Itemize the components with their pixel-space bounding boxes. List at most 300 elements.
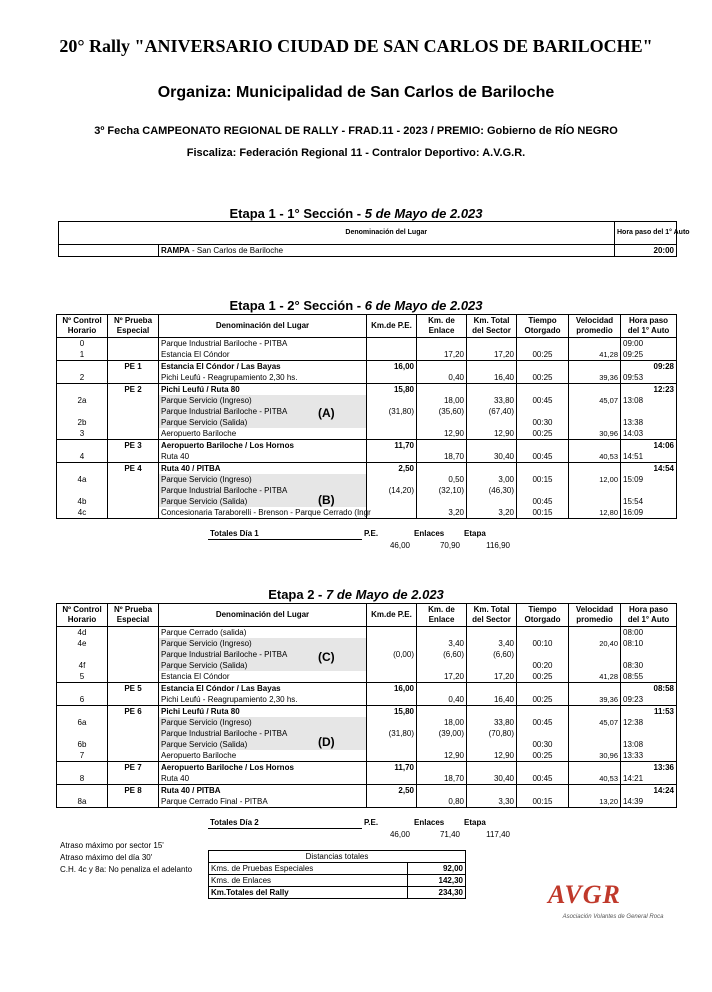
stage2-cell-control [57, 706, 108, 718]
col-header-time: Hora paso del 1° Auto [615, 222, 677, 245]
marker-c: (C) [318, 650, 335, 664]
stage1-sec2-cell-stage [108, 485, 159, 496]
stage1-sec2-cell-speed [569, 496, 621, 507]
stage1-sec2-row [57, 440, 677, 452]
stage2-row [57, 627, 677, 639]
stage1-sec2-cell-place: Pichi Leufú / Ruta 80 [159, 384, 367, 396]
stage2-cell-km-link [417, 785, 467, 797]
stage2-cell-km-total [467, 785, 517, 797]
stage2-cell-first-car: 13:33 [621, 750, 677, 762]
marker-b: (B) [318, 493, 335, 507]
stage1-sec2-cell-km-total [467, 338, 517, 350]
stage1-sec2-cell-km-pe: 11,70 [367, 440, 417, 452]
stage2-cell-first-car: 13:08 [621, 739, 677, 750]
totals-day-2-pe-label: P.E. [364, 818, 379, 828]
stage2-cell-km-total: 12,90 [467, 750, 517, 762]
stage2-cell-time: 00:45 [517, 717, 569, 728]
stage1-sec2-cell-control: 2a [57, 395, 108, 406]
stage1-sec2-cell-first-car: 14:06 [621, 440, 677, 452]
stage1-sec2-cell-km-link [417, 496, 467, 507]
stage1-sec2-cell-km-link [417, 338, 467, 350]
stage2-row [57, 706, 677, 718]
stage1-sec2-cell-stage [108, 474, 159, 485]
stage1-sec2-cell-km-link: 17,20 [417, 349, 467, 361]
stage1-sec2-cell-place: Parque Servicio (Salida) [159, 496, 367, 507]
stage1-sec2-cell-control: 4c [57, 507, 108, 519]
stage1-sec2-cell-place: Concesionaria Taraborelli - Brenson - Parque Cerrado (Ingr [159, 507, 367, 519]
stage2-row [57, 649, 677, 660]
stage1-sec2-cell-stage [108, 395, 159, 406]
stage1-sec2-cell-stage [108, 507, 159, 519]
stage1-sec2-cell-stage [108, 428, 159, 440]
stage1-sec2-cell-time: 00:25 [517, 349, 569, 361]
stage1-sec2-cell-km-pe [367, 474, 417, 485]
stage1-sec2-cell-place: Ruta 40 [159, 451, 367, 463]
stage2-cell-control [57, 728, 108, 739]
stage2-cell-speed: 20,40 [569, 638, 621, 649]
stage2-cell-stage [108, 671, 159, 683]
stage1-sec2-cell-km-pe [367, 428, 417, 440]
stage2-cell-place: Ruta 40 / PITBA [159, 785, 367, 797]
col-header-stage: Nº Prueba Especial [108, 604, 159, 627]
stage1-sec2-cell-km-total: 17,20 [467, 349, 517, 361]
stage1-sec2-cell-km-pe: (31,80) [367, 406, 417, 417]
stage1-sec2-cell-stage [108, 338, 159, 350]
stage2-cell-stage [108, 638, 159, 649]
stage2-cell-time [517, 762, 569, 774]
stage1-sec2-cell-speed [569, 463, 621, 475]
stage1-sec2-cell-km-link: 0,50 [417, 474, 467, 485]
stage2-row [57, 785, 677, 797]
stage1-sec2-cell-time [517, 338, 569, 350]
stage1-sec2-cell-first-car: 14:54 [621, 463, 677, 475]
stage1-sec2-cell-speed: 12,80 [569, 507, 621, 519]
stage2-cell-km-pe [367, 796, 417, 808]
totals-day-1-stage: 116,90 [486, 540, 510, 550]
stage2-cell-km-pe [367, 638, 417, 649]
stage1-sec2-row [57, 406, 677, 417]
note-max-delay-sector: Atraso máximo por sector 15' [60, 841, 164, 850]
stage2-cell-stage: PE 6 [108, 706, 159, 718]
col-header-km-link: Km. de Enlace [417, 604, 467, 627]
stage2-cell-control: 7 [57, 750, 108, 762]
stage1-sec2-cell-first-car: 12:23 [621, 384, 677, 396]
stage2-cell-speed [569, 728, 621, 739]
stage2-cell-speed [569, 627, 621, 639]
stage1-sec2-cell-km-pe [367, 507, 417, 519]
stage1-sec2-cell-place: Parque Industrial Bariloche - PITBA [159, 338, 367, 350]
stage1-sec2-cell-place: Parque Servicio (Ingreso) [159, 395, 367, 406]
stage2-cell-stage [108, 739, 159, 750]
stage1-sec2-cell-km-total: 3,00 [467, 474, 517, 485]
totals-day-1-pe-label: P.E. [364, 529, 379, 539]
stage2-cell-stage: PE 8 [108, 785, 159, 797]
stage2-cell-place: Parque Servicio (Salida) [159, 660, 367, 671]
stage2-cell-first-car: 14:21 [621, 773, 677, 785]
stage2-cell-km-total [467, 683, 517, 695]
section-1-title-prefix: Etapa 1 - 1° Sección - [229, 206, 365, 221]
stage1-sec2-cell-first-car: 09:00 [621, 338, 677, 350]
stage2-cell-control [57, 649, 108, 660]
col-header-first-car: Hora paso del 1° Auto [621, 315, 677, 338]
stage2-cell-km-link: (39,00) [417, 728, 467, 739]
stage1-sec2-cell-stage: PE 2 [108, 384, 159, 396]
stage2-cell-km-pe: 16,00 [367, 683, 417, 695]
supervisor-line: Fiscaliza: Federación Regional 11 - Contralor Deportivo: A.V.G.R. [186, 147, 526, 159]
stage2-cell-km-pe: (31,80) [367, 728, 417, 739]
stage2-cell-km-total [467, 660, 517, 671]
stage1-sec2-cell-km-total [467, 361, 517, 373]
stage2-cell-first-car: 08:58 [621, 683, 677, 695]
section-2-title-prefix: Etapa 1 - 2° Sección - [229, 298, 365, 313]
stage2-cell-place: Parque Cerrado (salida) [159, 627, 367, 639]
stage2-cell-first-car: 11:53 [621, 706, 677, 718]
stage1-sec2-cell-control: 2b [57, 417, 108, 428]
col-header-control: Nº Control Horario [57, 604, 108, 627]
stage2-cell-km-total: 16,40 [467, 694, 517, 706]
stage1-sec2-cell-km-total [467, 496, 517, 507]
stage2-cell-km-pe: 11,70 [367, 762, 417, 774]
stage2-row [57, 717, 677, 728]
stage2-cell-control [57, 683, 108, 695]
stage2-cell-control: 4e [57, 638, 108, 649]
stage2-cell-stage [108, 649, 159, 660]
stage1-sec2-cell-place: Estancia El Cóndor / Las Bayas [159, 361, 367, 373]
stage2-cell-speed: 13,20 [569, 796, 621, 808]
stage2-cell-km-pe [367, 694, 417, 706]
stage2-cell-first-car: 08:55 [621, 671, 677, 683]
stage1-sec2-cell-km-link [417, 440, 467, 452]
stage1-sec2-cell-control: 4 [57, 451, 108, 463]
stage1-sec2-cell-first-car: 09:25 [621, 349, 677, 361]
stage1-sec2-cell-place: Aeropuerto Bariloche [159, 428, 367, 440]
totals-day-1-pe: 46,00 [389, 540, 410, 550]
stage1-sec2-cell-place: Parque Industrial Bariloche - PITBA [159, 406, 367, 417]
stage1-sec2-cell-time: 00:45 [517, 451, 569, 463]
stage1-sec2-cell-km-pe [367, 338, 417, 350]
stage1-sec2-cell-km-pe: (14,20) [367, 485, 417, 496]
rampa-place [159, 245, 615, 257]
stage1-sec2-cell-km-pe: 2,50 [367, 463, 417, 475]
stage2-cell-km-link [417, 627, 467, 639]
stage2-cell-time [517, 649, 569, 660]
stage1-sec2-cell-km-link: 12,90 [417, 428, 467, 440]
totals-day-2-label: Totales Día 2 [210, 818, 259, 827]
stage1-sec2-cell-time: 00:15 [517, 474, 569, 485]
stage2-row [57, 739, 677, 750]
document-title: 20° Rally "ANIVERSARIO CIUDAD DE SAN CARLOS DE BARILOCHE" [59, 36, 653, 56]
stage1-sec2-cell-stage [108, 451, 159, 463]
stage2-cell-km-pe: 15,80 [367, 706, 417, 718]
stage2-cell-place: Aeropuerto Bariloche [159, 750, 367, 762]
stage2-cell-km-pe [367, 773, 417, 785]
stage2-cell-stage [108, 660, 159, 671]
totals-day-1-link-label: Enlaces [414, 529, 445, 539]
stage2-cell-km-link [417, 660, 467, 671]
stage1-sec2-cell-speed [569, 406, 621, 417]
stage2-cell-time: 00:15 [517, 796, 569, 808]
stage1-sec2-cell-first-car: 09:28 [621, 361, 677, 373]
stage2-cell-first-car: 08:00 [621, 627, 677, 639]
stage1-sec2-cell-first-car: 15:09 [621, 474, 677, 485]
stage2-cell-speed [569, 762, 621, 774]
stage1-sec2-cell-km-link: 18,00 [417, 395, 467, 406]
stage1-sec2-cell-km-link [417, 361, 467, 373]
stage2-cell-km-total [467, 739, 517, 750]
stage2-cell-time: 00:25 [517, 671, 569, 683]
stage2-cell-place: Pichi Leufú / Ruta 80 [159, 706, 367, 718]
stage1-sec2-cell-speed [569, 440, 621, 452]
stage1-sec2-cell-km-total: 3,20 [467, 507, 517, 519]
section-2-totals [208, 528, 512, 551]
stage1-sec2-cell-speed [569, 361, 621, 373]
stage1-sec2-cell-stage [108, 417, 159, 428]
section-3-table [56, 603, 677, 808]
stage1-sec2-cell-km-pe [367, 372, 417, 384]
stage2-cell-time [517, 683, 569, 695]
totals-day-2-pe: 46,00 [389, 829, 410, 839]
stage1-sec2-cell-km-link [417, 463, 467, 475]
section-1-date: 5 de Mayo de 2.023 [364, 206, 483, 221]
col-header-place: Denominación del Lugar [159, 222, 615, 245]
stage1-sec2-cell-stage: PE 4 [108, 463, 159, 475]
stage2-cell-km-total: 3,40 [467, 638, 517, 649]
stage1-sec2-row [57, 496, 677, 507]
stage2-cell-control: 6a [57, 717, 108, 728]
stage1-sec2-cell-first-car: 16:09 [621, 507, 677, 519]
stage2-row [57, 796, 677, 808]
stage2-cell-km-link: 0,40 [417, 694, 467, 706]
stage1-sec2-cell-control [57, 361, 108, 373]
stage1-sec2-cell-km-total: (67,40) [467, 406, 517, 417]
stage1-sec2-cell-control: 0 [57, 338, 108, 350]
stage1-sec2-row [57, 372, 677, 384]
rampa-location: - San Carlos de Bariloche [189, 246, 284, 255]
stage2-cell-control [57, 785, 108, 797]
stage1-sec2-cell-first-car: 13:38 [621, 417, 677, 428]
stage2-cell-km-link: 18,00 [417, 717, 467, 728]
stage2-cell-km-pe [367, 739, 417, 750]
stage2-cell-place: Parque Cerrado Final - PITBA [159, 796, 367, 808]
stage2-row [57, 671, 677, 683]
stage2-cell-place: Parque Servicio (Ingreso) [159, 717, 367, 728]
stage1-sec2-cell-place: Parque Servicio (Ingreso) [159, 474, 367, 485]
stage2-row [57, 683, 677, 695]
stage1-sec2-cell-km-link: (32,10) [417, 485, 467, 496]
section-2-title [0, 298, 712, 313]
stage2-cell-km-pe [367, 627, 417, 639]
col-header-km-total: Km. Total del Sector [467, 315, 517, 338]
distances-link-label: Kms. de Enlaces [209, 875, 408, 887]
stage2-cell-place: Parque Servicio (Salida) [159, 739, 367, 750]
stage1-sec2-cell-control [57, 463, 108, 475]
stage1-sec2-cell-km-total: 12,90 [467, 428, 517, 440]
stage1-sec2-cell-time: 00:30 [517, 417, 569, 428]
stage2-cell-speed [569, 739, 621, 750]
stage2-row [57, 638, 677, 649]
stage1-sec2-row [57, 338, 677, 350]
stage1-sec2-cell-km-link: 3,20 [417, 507, 467, 519]
stage1-sec2-cell-stage [108, 349, 159, 361]
stage2-cell-km-total: 17,20 [467, 671, 517, 683]
stage1-sec2-cell-km-pe [367, 417, 417, 428]
stage2-cell-time: 00:20 [517, 660, 569, 671]
stage2-cell-time [517, 728, 569, 739]
stage2-cell-place: Ruta 40 [159, 773, 367, 785]
stage2-cell-km-link [417, 762, 467, 774]
stage2-row [57, 694, 677, 706]
stage1-sec2-cell-km-total: 33,80 [467, 395, 517, 406]
stage2-cell-km-link: 18,70 [417, 773, 467, 785]
stage2-cell-control: 5 [57, 671, 108, 683]
col-header-first-car: Hora paso del 1° Auto [621, 604, 677, 627]
col-header-speed: Velocidad promedio [569, 604, 621, 627]
stage1-sec2-cell-place: Estancia El Cóndor [159, 349, 367, 361]
totals-day-1-stage-label: Etapa [464, 529, 486, 539]
stage1-sec2-cell-stage [108, 406, 159, 417]
stage2-cell-time: 00:25 [517, 750, 569, 762]
stage1-sec2-cell-control [57, 384, 108, 396]
stage1-sec2-cell-first-car [621, 485, 677, 496]
avgr-logo-mark: AVGR [548, 880, 621, 909]
section-3-title [0, 587, 712, 602]
stage2-cell-km-link [417, 683, 467, 695]
stage2-cell-km-total: 30,40 [467, 773, 517, 785]
stage2-cell-control: 8a [57, 796, 108, 808]
stage2-cell-control: 4d [57, 627, 108, 639]
stage2-cell-stage [108, 796, 159, 808]
stage2-cell-place: Aeropuerto Bariloche / Los Hornos [159, 762, 367, 774]
stage1-sec2-cell-control: 1 [57, 349, 108, 361]
stage2-cell-km-total: (70,80) [467, 728, 517, 739]
stage1-sec2-cell-speed: 12,00 [569, 474, 621, 485]
col-header-place: Denominación del Lugar [159, 604, 367, 627]
stage2-cell-km-link [417, 739, 467, 750]
stage2-cell-first-car [621, 728, 677, 739]
stage2-cell-speed [569, 706, 621, 718]
stage2-cell-speed: 30,96 [569, 750, 621, 762]
stage2-cell-first-car: 13:36 [621, 762, 677, 774]
note-ch-4c-8a: C.H. 4c y 8a: No penaliza el adelanto [60, 865, 193, 874]
stage1-sec2-cell-place: Parque Industrial Bariloche - PITBA [159, 485, 367, 496]
col-header-place: Denominación del Lugar [159, 315, 367, 338]
stage2-cell-place: Estancia El Cóndor / Las Bayas [159, 683, 367, 695]
stage1-sec2-cell-km-link: 0,40 [417, 372, 467, 384]
stage1-sec2-cell-km-total [467, 440, 517, 452]
stage2-row [57, 762, 677, 774]
stage1-sec2-row [57, 474, 677, 485]
stage1-sec2-cell-speed [569, 384, 621, 396]
stage2-cell-km-link: 12,90 [417, 750, 467, 762]
stage1-sec2-cell-time [517, 361, 569, 373]
stage2-cell-first-car: 08:10 [621, 638, 677, 649]
stage1-sec2-cell-stage [108, 372, 159, 384]
stage2-cell-first-car [621, 649, 677, 660]
stage1-sec2-cell-speed: 39,36 [569, 372, 621, 384]
stage1-sec2-row [57, 463, 677, 475]
avgr-logo-subtitle: Asociación Volantes de General Roca [562, 914, 664, 920]
col-header-stage: Nº Prueba Especial [108, 315, 159, 338]
stage2-cell-place: Estancia El Cóndor [159, 671, 367, 683]
stage1-sec2-cell-control: 4a [57, 474, 108, 485]
stage1-sec2-cell-control [57, 440, 108, 452]
section-3-date: 7 de Mayo de 2.023 [326, 587, 444, 602]
totals-day-1-label: Totales Día 1 [210, 529, 259, 538]
stage1-sec2-cell-km-pe: 15,80 [367, 384, 417, 396]
stage2-cell-place: Pichi Leufú - Reagrupamiento 2,30 hs. [159, 694, 367, 706]
stage1-sec2-cell-time [517, 485, 569, 496]
stage1-sec2-cell-speed: 41,28 [569, 349, 621, 361]
stage2-cell-stage: PE 5 [108, 683, 159, 695]
stage1-sec2-cell-speed [569, 338, 621, 350]
stage1-sec2-cell-km-pe: 16,00 [367, 361, 417, 373]
distances-pe: 92,00 [408, 863, 466, 875]
stage1-sec2-cell-time: 00:25 [517, 372, 569, 384]
stage1-sec2-cell-time: 00:45 [517, 395, 569, 406]
stage1-sec2-cell-speed [569, 417, 621, 428]
stage2-cell-stage [108, 694, 159, 706]
stage2-cell-speed: 39,36 [569, 694, 621, 706]
stage2-cell-time [517, 785, 569, 797]
stage2-cell-km-link: 17,20 [417, 671, 467, 683]
stage2-cell-km-pe: 2,50 [367, 785, 417, 797]
stage2-cell-km-pe [367, 671, 417, 683]
col-header-km-link: Km. de Enlace [417, 315, 467, 338]
section-1-table [58, 221, 690, 257]
stage1-sec2-cell-control [57, 406, 108, 417]
section-2-date: 6 de Mayo de 2.023 [364, 298, 483, 313]
stage1-sec2-cell-time: 00:15 [517, 507, 569, 519]
col-header-km-total: Km. Total del Sector [467, 604, 517, 627]
stage1-sec2-cell-time [517, 463, 569, 475]
stage1-sec2-cell-speed: 40,53 [569, 451, 621, 463]
stage2-cell-km-pe [367, 717, 417, 728]
stage1-sec2-cell-speed: 30,96 [569, 428, 621, 440]
totals-day-2-stage-label: Etapa [464, 818, 486, 828]
distances-table [208, 850, 466, 899]
stage1-sec2-cell-km-total [467, 417, 517, 428]
stage1-sec2-cell-control: 4b [57, 496, 108, 507]
col-header-km-pe: Km.de P.E. [367, 604, 417, 627]
stage1-sec2-cell-stage [108, 496, 159, 507]
stage1-sec2-cell-control: 3 [57, 428, 108, 440]
note-max-delay-day: Atraso máximo del día 30' [60, 853, 153, 862]
stage1-sec2-cell-time [517, 384, 569, 396]
stage2-cell-control: 8 [57, 773, 108, 785]
stage1-sec2-cell-control [57, 485, 108, 496]
stage1-sec2-cell-first-car: 13:08 [621, 395, 677, 406]
section-2-table [56, 314, 677, 519]
section-3-title-prefix: Etapa 2 - [268, 587, 326, 602]
stage1-sec2-cell-stage: PE 3 [108, 440, 159, 452]
stage2-cell-speed [569, 649, 621, 660]
stage2-cell-stage [108, 750, 159, 762]
avgr-logo [548, 880, 688, 930]
organizer-line: Organiza: Municipalidad de San Carlos de Bariloche [157, 84, 555, 101]
stage2-cell-km-pe [367, 660, 417, 671]
stage2-row [57, 728, 677, 739]
col-header-control: Nº Control Horario [57, 315, 108, 338]
stage1-sec2-cell-km-pe [367, 451, 417, 463]
stage1-sec2-cell-km-link [417, 384, 467, 396]
stage1-sec2-cell-first-car: 14:03 [621, 428, 677, 440]
totals-day-1-link: 70,90 [439, 540, 460, 550]
stage2-cell-control: 4f [57, 660, 108, 671]
stage1-sec2-cell-km-pe [367, 395, 417, 406]
stage2-cell-stage [108, 728, 159, 739]
stage2-cell-km-total [467, 706, 517, 718]
stage2-cell-first-car: 14:39 [621, 796, 677, 808]
